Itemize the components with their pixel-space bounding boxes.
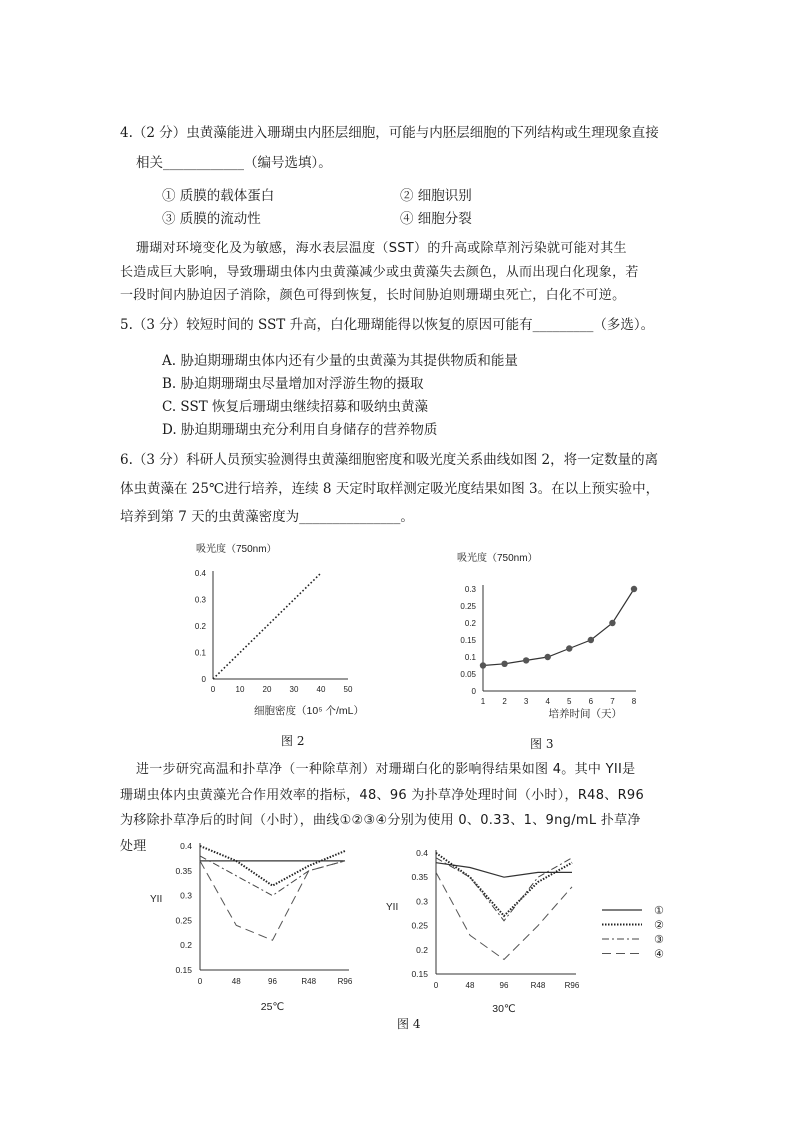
- fig4a-y-tick-5: 0.4: [180, 841, 192, 851]
- q6-stem-line-3: 培养到第 7 天的虫黄藻密度为_______________。: [120, 509, 414, 525]
- figure-2-caption: 图 2: [281, 734, 305, 748]
- fig4a-x-tick-3: R48: [301, 977, 317, 986]
- para2-line-3: 为移除扑草净后的时间（小时），曲线①②③④分别为使用 0、0.33、1、9ng/mL 扑草净: [120, 813, 641, 828]
- q6-stem-line-2: 体虫黄藻在 25℃进行培养，连续 8 天定时取样测定吸光度结果如图 3。在以上预实验中，: [120, 481, 660, 497]
- fig4a-x-tick-0: 0: [197, 977, 203, 986]
- q6-stem-line-1: 6.（3 分）科研人员预实验测得虫黄藻细胞密度和吸光度关系曲线如图 2，将一定数量的离: [120, 452, 659, 468]
- legend-label-3: ③: [654, 934, 664, 946]
- figure-3-chart: [440, 545, 660, 725]
- fig3-x-tick-1: 2: [502, 697, 507, 706]
- fig4b-title: 30℃: [492, 1003, 516, 1015]
- fig2-ylabel: 吸光度（750nm）: [196, 544, 277, 555]
- fig2-x-tick-5: 50: [343, 685, 353, 694]
- fig4b-x-tick-2: 96: [499, 981, 509, 990]
- q4-option-1: ① 质膜的载体蛋白: [162, 188, 275, 204]
- fig4a-y-tick-4: 0.35: [175, 865, 192, 876]
- q5-option-a: A. 胁迫期珊瑚虫体内还有少量的虫黄藻为其提供物质和能量: [162, 353, 518, 369]
- fig4b-x-tick-4: R96: [564, 981, 580, 990]
- fig2-x-tick-1: 10: [235, 685, 245, 694]
- q5-option-b: B. 胁迫期珊瑚虫尽量增加对浮游生物的摄取: [162, 376, 424, 392]
- para2-line-4: 处理: [120, 839, 147, 854]
- figure-2-chart: [170, 538, 390, 738]
- fig4b-y-tick-1: 0.2: [416, 944, 428, 955]
- fig2-y-tick-2: 0.2: [194, 622, 206, 631]
- fig4a-series-4: [200, 861, 345, 940]
- fig4a-x-tick-2: 96: [268, 977, 277, 986]
- fig4a-series-2: [200, 846, 345, 886]
- fig3-ylabel: 吸光度（750nm）: [457, 553, 538, 564]
- fig2-x-tick-3: 30: [289, 685, 299, 694]
- fig3-point-2: [523, 657, 529, 663]
- fig4a-x-tick-4: R96: [337, 977, 353, 986]
- figure-4-legend: [598, 900, 678, 966]
- fig4a-y-tick-0: 0.15: [175, 965, 192, 975]
- fig3-y-tick-1: 0.05: [460, 670, 476, 679]
- fig2-y-tick-4: 0.4: [194, 569, 206, 578]
- q5-option-c: C. SST 恢复后珊瑚虫继续招募和吸纳虫黄藻: [162, 399, 428, 415]
- fig4a-title: 25℃: [260, 1001, 285, 1013]
- fig4b-x-tick-0: 0: [433, 981, 439, 990]
- fig3-x-tick-3: 4: [545, 697, 550, 706]
- fig3-y-tick-2: 0.1: [464, 653, 476, 662]
- fig4b-series-2: [436, 853, 572, 916]
- legend-label-4: ④: [654, 948, 664, 961]
- fig4a-y-tick-3: 0.3: [180, 890, 192, 901]
- legend-label-2: ②: [654, 919, 664, 932]
- intro-line-3: 一段时间内胁迫因子消除，颜色可得到恢复，长时间胁迫则珊瑚虫死亡，白化不可逆。: [120, 288, 626, 303]
- fig4a-y-tick-1: 0.2: [180, 940, 192, 951]
- fig4a-ylabel: YII: [150, 894, 163, 905]
- intro-line-1: 珊瑚对环境变化及为敏感，海水表层温度（SST）的升高或除草剂污染就可能对其生: [136, 241, 627, 256]
- fig2-series-line: [213, 573, 321, 679]
- fig3-point-5: [588, 637, 594, 643]
- legend-label-1: ①: [654, 905, 664, 917]
- fig3-y-tick-5: 0.25: [460, 602, 476, 611]
- fig3-x-tick-7: 8: [631, 697, 637, 706]
- fig3-point-3: [545, 654, 551, 660]
- fig4b-y-tick-2: 0.25: [411, 920, 428, 931]
- fig4a-series-3: [200, 856, 345, 896]
- fig3-point-0: [480, 662, 486, 668]
- fig3-point-7: [631, 586, 637, 592]
- q5-stem: 5.（3 分）较短时间的 SST 升高，白化珊瑚能得以恢复的原因可能有_________（多选）。: [120, 317, 655, 333]
- fig3-point-6: [609, 620, 615, 626]
- figure-4-chart-25c: [140, 836, 360, 1021]
- fig2-x-tick-0: 0: [210, 685, 216, 694]
- fig2-xlabel: 细胞密度（10⁵ 个/mL）: [254, 705, 364, 717]
- fig4b-y-tick-0: 0.15: [411, 969, 428, 979]
- fig3-xlabel: 培养时间（天）: [548, 708, 622, 720]
- fig3-x-tick-4: 5: [567, 697, 572, 706]
- fig2-y-tick-0: 0: [201, 675, 206, 684]
- fig2-y-tick-1: 0.1: [194, 648, 206, 658]
- fig3-y-tick-0: 0: [471, 687, 476, 696]
- fig4b-x-tick-3: R48: [530, 981, 546, 990]
- q5-option-d: D. 胁迫期珊瑚虫充分利用自身储存的营养物质: [162, 422, 438, 438]
- fig3-x-tick-0: 1: [480, 697, 486, 706]
- q4-option-2: ② 细胞识别: [400, 188, 472, 204]
- para2-line-1: 进一步研究高温和扑草净（一种除草剂）对珊瑚白化的影响得结果如图 4。其中 YII是: [136, 762, 636, 777]
- fig3-y-tick-3: 0.15: [460, 636, 476, 645]
- fig3-x-tick-2: 3: [523, 697, 529, 706]
- fig3-point-4: [566, 645, 572, 651]
- fig2-x-tick-2: 20: [262, 685, 272, 694]
- fig4b-ylabel: YII: [386, 902, 399, 913]
- figure-3-caption: 图 3: [530, 737, 554, 751]
- q4-stem-line-1: 4.（2 分）虫黄藻能进入珊瑚虫内胚层细胞，可能与内胚层细胞的下列结构或生理现象直接: [120, 125, 659, 141]
- fig4a-x-tick-1: 48: [231, 977, 241, 986]
- fig3-point-1: [501, 661, 507, 667]
- figure-4-chart-30c: [380, 842, 600, 1022]
- fig4b-y-tick-3: 0.3: [416, 896, 428, 907]
- fig2-x-tick-4: 40: [316, 685, 326, 694]
- fig3-y-tick-4: 0.2: [464, 619, 476, 628]
- q4-option-3: ③ 质膜的流动性: [162, 211, 261, 227]
- fig4b-y-tick-4: 0.35: [411, 872, 428, 883]
- figure-4-caption: 图 4: [397, 1017, 421, 1031]
- fig3-series-line: [483, 589, 634, 666]
- fig4a-y-tick-2: 0.25: [175, 915, 192, 926]
- q4-stem-line-2: 相关____________（编号选填）。: [136, 155, 332, 171]
- fig3-x-tick-5: 6: [588, 697, 594, 706]
- fig3-x-tick-6: 7: [610, 697, 615, 706]
- fig3-y-tick-6: 0.3: [464, 585, 476, 594]
- fig2-y-tick-3: 0.3: [194, 595, 206, 605]
- intro-line-2: 长造成巨大影响，导致珊瑚虫体内虫黄藻减少或虫黄藻失去颜色，从而出现白化现象，若: [120, 265, 639, 280]
- para2-line-2: 珊瑚虫体内虫黄藻光合作用效率的指标，48、96 为扑草净处理时间（小时），R48、R96: [120, 788, 645, 803]
- fig4b-y-tick-5: 0.4: [416, 848, 428, 858]
- fig4b-x-tick-1: 48: [465, 981, 475, 990]
- q4-option-4: ④ 细胞分裂: [400, 211, 472, 227]
